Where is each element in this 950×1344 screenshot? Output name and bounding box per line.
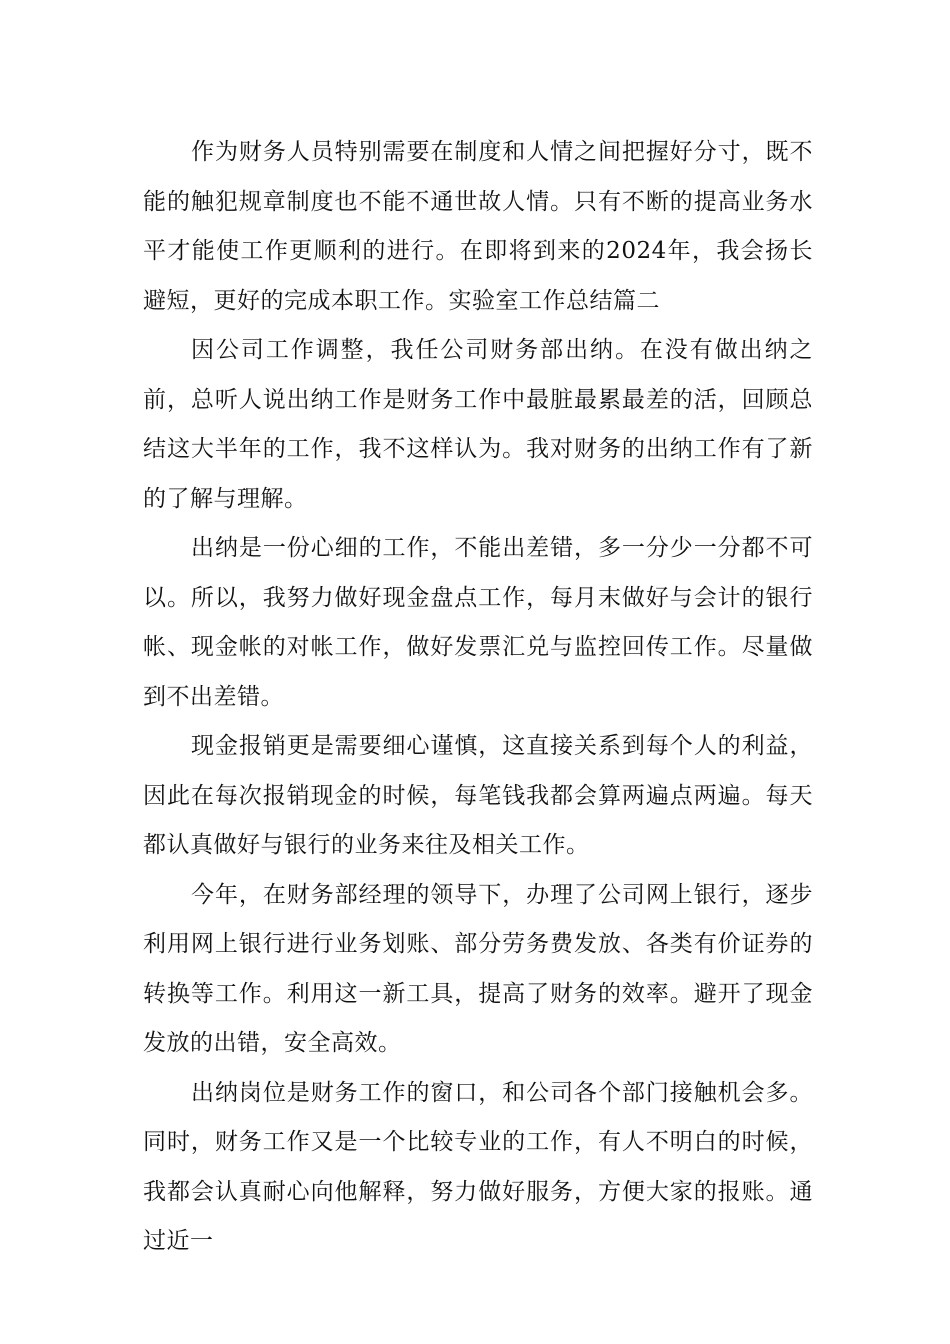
document-body	[143, 128, 813, 1267]
paragraph-6: 出纳岗位是财务工作的窗口，和公司各个部门接触机会多。同时，财务工作又是一个比较专业的工作，有人不明白的时候，我都会认真耐心向他解释，努力做好服务，方便大家的报账。通过近一	[143, 1079, 813, 1254]
paragraph-5: 今年，在财务部经理的领导下，办理了公司网上银行，逐步利用网上银行进行业务划账、部分劳务费发放、各类有价证券的转换等工作。利用这一新工具，提高了财务的效率。避开了现金发放的出错，安全高效。	[143, 881, 813, 1056]
paragraph-3: 出纳是一份心细的工作，不能出差错，多一分少一分都不可以。所以，我努力做好现金盘点工作，每月末做好与会计的银行帐、现金帐的对帐工作，做好发票汇兑与监控回传工作。尽量做到不出差错。	[143, 535, 813, 710]
paragraph-1: 作为财务人员特别需要在制度和人情之间把握好分寸，既不能的触犯规章制度也不能不通世故人情。只有不断的提高业务水平才能使工作更顺利的进行。在即将到来的2024年，我会扬长避短，更好的完成本职工作。实验室工作总结篇二	[143, 139, 813, 314]
paragraph-4: 现金报销更是需要细心谨慎，这直接关系到每个人的利益，因此在每次报销现金的时候，每笔钱我都会算两遍点两遍。每天都认真做好与银行的业务来往及相关工作。	[143, 733, 813, 858]
paragraph-2: 因公司工作调整，我任公司财务部出纳。在没有做出纳之前，总听人说出纳工作是财务工作中最脏最累最差的活，回顾总结这大半年的工作，我不这样认为。我对财务的出纳工作有了新的了解与理解。	[143, 337, 813, 512]
